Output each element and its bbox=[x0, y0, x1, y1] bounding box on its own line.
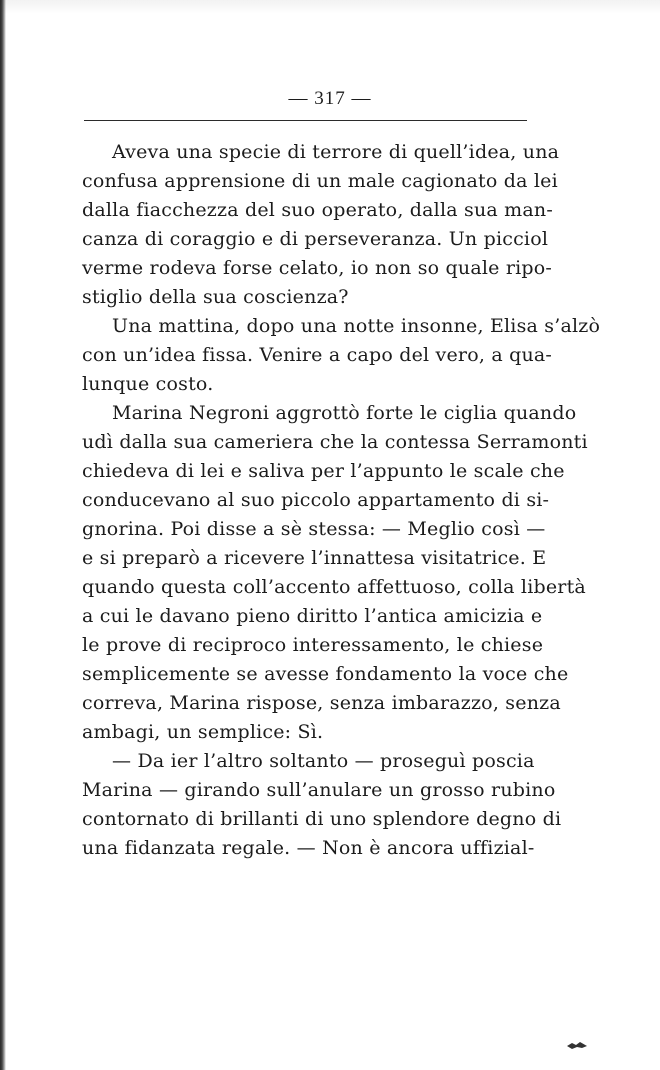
text-line: conducevano al suo piccolo appartamento di si- bbox=[82, 489, 550, 511]
text-line: ambagi, un semplice: Sì. bbox=[82, 721, 324, 743]
page-binding-shadow bbox=[0, 0, 6, 1070]
text-line: quando questa coll’accento affettuoso, colla libertà bbox=[82, 576, 586, 598]
text-line: contornato di brillanti di uno splendore degno di bbox=[82, 808, 562, 830]
text-line: Aveva una specie di terrore di quell’idea, una bbox=[112, 141, 560, 163]
text-line: con un’idea fissa. Venire a capo del vero, a qua- bbox=[82, 344, 553, 366]
text-line: confusa apprensione di un male cagionato da lei bbox=[82, 170, 558, 192]
body-text bbox=[82, 138, 601, 863]
text-line: a cui le davano pieno diritto l’antica amicizia e bbox=[82, 605, 543, 627]
text-line: dalla fiacchezza del suo operato, dalla sua man- bbox=[82, 199, 553, 221]
text-line: una fidanzata regale. — Non è ancora uffizial- bbox=[82, 837, 535, 859]
text-line: verme rodeva forse celato, io non so quale ripo- bbox=[82, 257, 553, 279]
text-line: Una mattina, dopo una notte insonne, Elisa s’alzò bbox=[112, 315, 601, 337]
text-line: canza di coraggio e di perseveranza. Un picciol bbox=[82, 228, 549, 250]
text-line: le prove di reciproco interessamento, le chiese bbox=[82, 634, 544, 656]
text-line: semplicemente se avesse fondamento la voce che bbox=[82, 663, 569, 685]
text-line: e si preparò a ricevere l’innattesa visitatrice. E bbox=[82, 547, 547, 569]
page-number: — 317 — bbox=[288, 88, 372, 109]
text-line: — Da ier l’altro soltanto — proseguì poscia bbox=[112, 750, 535, 772]
text-line: correva, Marina rispose, senza imbarazzo, senza bbox=[82, 692, 561, 714]
text-line: udì dalla sua cameriera che la contessa Serramonti bbox=[82, 431, 588, 453]
text-line: Marina — girando sull’anulare un grosso rubino bbox=[82, 779, 556, 801]
text-line: chiedeva di lei e saliva per l’appunto le scale che bbox=[82, 460, 565, 482]
text-line: Marina Negroni aggrottò forte le ciglia quando bbox=[112, 402, 577, 424]
text-line: stiglio della sua coscienza? bbox=[82, 286, 349, 308]
text-line: gnorina. Poi disse a sè stessa: — Meglio così — bbox=[82, 518, 546, 540]
text-line: lunque costo. bbox=[82, 373, 214, 395]
ink-smudge-mark bbox=[566, 1040, 588, 1050]
header-rule bbox=[84, 120, 527, 121]
page-top-edge bbox=[0, 0, 660, 14]
